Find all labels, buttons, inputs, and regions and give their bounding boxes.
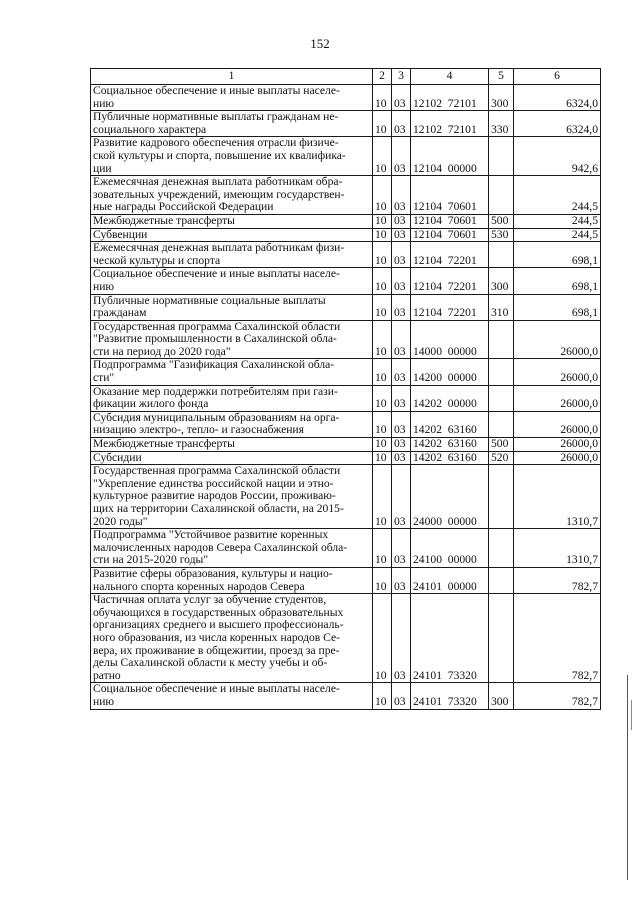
scan-edge-mark: [627, 675, 628, 880]
row-expense-type-cell: 500: [489, 438, 514, 452]
row-subsection-cell: 03: [392, 242, 411, 268]
row-subsection-cell: 03: [392, 438, 411, 452]
table-row: [91, 594, 601, 683]
table-row: [91, 438, 601, 452]
row-subsection-cell: 03: [392, 320, 411, 359]
table-row: [91, 176, 601, 215]
row-section-cell: 10: [373, 228, 392, 242]
row-subsection-cell: 03: [392, 451, 411, 465]
row-target-article-cell: 12104 72201: [411, 242, 489, 268]
row-expense-type-cell: [489, 594, 514, 683]
table-row: [91, 359, 601, 385]
row-expense-type-cell: [489, 385, 514, 411]
table-row: [91, 465, 601, 529]
row-expense-type-cell: [489, 176, 514, 215]
row-subsection-cell: 03: [392, 214, 411, 228]
row-section-cell: 10: [373, 294, 392, 320]
row-target-article-cell: 12102 72101: [411, 111, 489, 137]
column-header-target-article: 4: [411, 69, 489, 85]
row-subsection-cell: 03: [392, 529, 411, 568]
row-subsection-cell: 03: [392, 228, 411, 242]
row-section-cell: 10: [373, 137, 392, 176]
row-subsection-cell: 03: [392, 594, 411, 683]
table-row: [91, 411, 601, 437]
table-row: [91, 242, 601, 268]
row-target-article-cell: 14202 00000: [411, 385, 489, 411]
row-amount-cell: 26000,0: [514, 438, 601, 452]
row-name-cell: Межбюджетные трансферты: [91, 438, 373, 452]
row-subsection-cell: 03: [392, 137, 411, 176]
row-name-cell: Ежемесячная денежная выплата работникам обра- зовательных учреждений, имеющим государствен- ные награды Российской Федерации: [91, 176, 373, 215]
row-subsection-cell: 03: [392, 85, 411, 111]
row-target-article-cell: 12104 72201: [411, 294, 489, 320]
table-row: [91, 385, 601, 411]
table-row: [91, 294, 601, 320]
row-name-cell: Подпрограмма "Газификация Сахалинской обла- сти": [91, 359, 373, 385]
row-amount-cell: 244,5: [514, 214, 601, 228]
row-name-cell: Ежемесячная денежная выплата работникам физи- ческой культуры и спорта: [91, 242, 373, 268]
row-expense-type-cell: 330: [489, 111, 514, 137]
row-target-article-cell: 24101 73320: [411, 683, 489, 709]
row-name-cell: Публичные нормативные выплаты гражданам не- социального характера: [91, 111, 373, 137]
row-expense-type-cell: 300: [489, 683, 514, 709]
row-expense-type-cell: [489, 567, 514, 593]
row-section-cell: 10: [373, 411, 392, 437]
row-expense-type-cell: [489, 465, 514, 529]
row-subsection-cell: 03: [392, 567, 411, 593]
row-section-cell: 10: [373, 242, 392, 268]
row-name-cell: Оказание мер поддержки потребителям при гази- фикации жилого фонда: [91, 385, 373, 411]
row-subsection-cell: 03: [392, 683, 411, 709]
row-expense-type-cell: 300: [489, 85, 514, 111]
row-target-article-cell: 12104 72201: [411, 268, 489, 294]
row-section-cell: 10: [373, 214, 392, 228]
row-amount-cell: 698,1: [514, 242, 601, 268]
row-target-article-cell: 14202 63160: [411, 411, 489, 437]
table-row: [91, 137, 601, 176]
row-subsection-cell: 03: [392, 268, 411, 294]
row-name-cell: Социальное обеспечение и иные выплаты населе- нию: [91, 85, 373, 111]
table-row: [91, 567, 601, 593]
row-expense-type-cell: [489, 411, 514, 437]
scan-edge-mark-secondary: [631, 700, 632, 730]
table-row: [91, 683, 601, 709]
table-row: [91, 111, 601, 137]
row-expense-type-cell: [489, 242, 514, 268]
row-subsection-cell: 03: [392, 294, 411, 320]
row-name-cell: Социальное обеспечение и иные выплаты населе- нию: [91, 683, 373, 709]
row-target-article-cell: 14202 63160: [411, 438, 489, 452]
row-name-cell: Субвенции: [91, 228, 373, 242]
row-amount-cell: 698,1: [514, 268, 601, 294]
row-section-cell: 10: [373, 451, 392, 465]
column-header-subsection: 3: [392, 69, 411, 85]
row-target-article-cell: 14200 00000: [411, 359, 489, 385]
row-section-cell: 10: [373, 594, 392, 683]
row-amount-cell: 942,6: [514, 137, 601, 176]
row-target-article-cell: 12104 70601: [411, 228, 489, 242]
row-expense-type-cell: [489, 529, 514, 568]
row-target-article-cell: 24101 00000: [411, 567, 489, 593]
row-section-cell: 10: [373, 683, 392, 709]
row-expense-type-cell: [489, 137, 514, 176]
row-subsection-cell: 03: [392, 176, 411, 215]
row-name-cell: Субсидия муниципальным образованиям на орга- низацию электро-, тепло- и газоснабжения: [91, 411, 373, 437]
row-amount-cell: 26000,0: [514, 451, 601, 465]
row-expense-type-cell: 520: [489, 451, 514, 465]
row-subsection-cell: 03: [392, 359, 411, 385]
row-name-cell: Публичные нормативные социальные выплаты гражданам: [91, 294, 373, 320]
row-amount-cell: 6324,0: [514, 85, 601, 111]
row-name-cell: Развитие сферы образования, культуры и нацио- нального спорта коренных народов Севера: [91, 567, 373, 593]
row-target-article-cell: 12104 70601: [411, 176, 489, 215]
row-target-article-cell: 24101 73320: [411, 594, 489, 683]
row-amount-cell: 6324,0: [514, 111, 601, 137]
row-target-article-cell: 24000 00000: [411, 465, 489, 529]
row-section-cell: 10: [373, 359, 392, 385]
row-section-cell: 10: [373, 567, 392, 593]
row-section-cell: 10: [373, 529, 392, 568]
row-section-cell: 10: [373, 465, 392, 529]
column-header-name: 1: [91, 69, 373, 85]
row-amount-cell: 26000,0: [514, 411, 601, 437]
table-row: [91, 228, 601, 242]
column-header-section: 2: [373, 69, 392, 85]
row-section-cell: 10: [373, 176, 392, 215]
row-name-cell: Подпрограмма "Устойчивое развитие коренных малочисленных народов Севера Сахалинской обла- сти на 2015-2020 годы": [91, 529, 373, 568]
table-row: [91, 214, 601, 228]
table-row: [91, 85, 601, 111]
row-expense-type-cell: [489, 359, 514, 385]
row-amount-cell: 26000,0: [514, 385, 601, 411]
row-target-article-cell: 12104 70601: [411, 214, 489, 228]
row-expense-type-cell: 530: [489, 228, 514, 242]
row-name-cell: Межбюджетные трансферты: [91, 214, 373, 228]
row-amount-cell: 244,5: [514, 176, 601, 215]
row-target-article-cell: 24100 00000: [411, 529, 489, 568]
row-expense-type-cell: 500: [489, 214, 514, 228]
row-amount-cell: 782,7: [514, 594, 601, 683]
budget-table: [90, 68, 601, 710]
table-row: [91, 529, 601, 568]
table-body: [91, 85, 601, 710]
table-header-row: [91, 69, 601, 85]
row-name-cell: Субсидии: [91, 451, 373, 465]
row-amount-cell: 782,7: [514, 683, 601, 709]
row-target-article-cell: 12104 00000: [411, 137, 489, 176]
row-amount-cell: 698,1: [514, 294, 601, 320]
table-row: [91, 451, 601, 465]
row-expense-type-cell: 300: [489, 268, 514, 294]
row-section-cell: 10: [373, 385, 392, 411]
row-name-cell: Развитие кадрового обеспечения отрасли физиче- ской культуры и спорта, повышение их квалифика- ции: [91, 137, 373, 176]
page-number: 152: [310, 36, 330, 51]
row-section-cell: 10: [373, 268, 392, 294]
row-amount-cell: 1310,7: [514, 529, 601, 568]
row-section-cell: 10: [373, 320, 392, 359]
row-target-article-cell: 14202 63160: [411, 451, 489, 465]
row-subsection-cell: 03: [392, 385, 411, 411]
row-section-cell: 10: [373, 438, 392, 452]
table-row: [91, 268, 601, 294]
row-expense-type-cell: [489, 320, 514, 359]
row-amount-cell: 782,7: [514, 567, 601, 593]
row-target-article-cell: 12102 72101: [411, 85, 489, 111]
row-subsection-cell: 03: [392, 465, 411, 529]
row-amount-cell: 244,5: [514, 228, 601, 242]
row-name-cell: Государственная программа Сахалинской области "Укрепление единства российской нации и этно- культурное развитие народов России, проживаю- щих на территории Сахалинской области, на 2015- 2020 годы": [91, 465, 373, 529]
row-amount-cell: 26000,0: [514, 320, 601, 359]
row-amount-cell: 1310,7: [514, 465, 601, 529]
column-header-expense-type: 5: [489, 69, 514, 85]
row-subsection-cell: 03: [392, 411, 411, 437]
row-section-cell: 10: [373, 111, 392, 137]
row-name-cell: Частичная оплата услуг за обучение студентов, обучающихся в государственных образовательных организациях среднего и высшего профессиональ- ного образования, из числа коренных народов Се- вера, их проживание в общежитии, проезд за пре- делы Сахалинской области к месту учебы и об- ратно: [91, 594, 373, 683]
row-expense-type-cell: 310: [489, 294, 514, 320]
row-target-article-cell: 14000 00000: [411, 320, 489, 359]
table-row: [91, 320, 601, 359]
row-amount-cell: 26000,0: [514, 359, 601, 385]
row-name-cell: Социальное обеспечение и иные выплаты населе- нию: [91, 268, 373, 294]
column-header-amount: 6: [514, 69, 601, 85]
row-name-cell: Государственная программа Сахалинской области "Развитие промышленности в Сахалинской обла- сти на период до 2020 года": [91, 320, 373, 359]
row-subsection-cell: 03: [392, 111, 411, 137]
row-section-cell: 10: [373, 85, 392, 111]
